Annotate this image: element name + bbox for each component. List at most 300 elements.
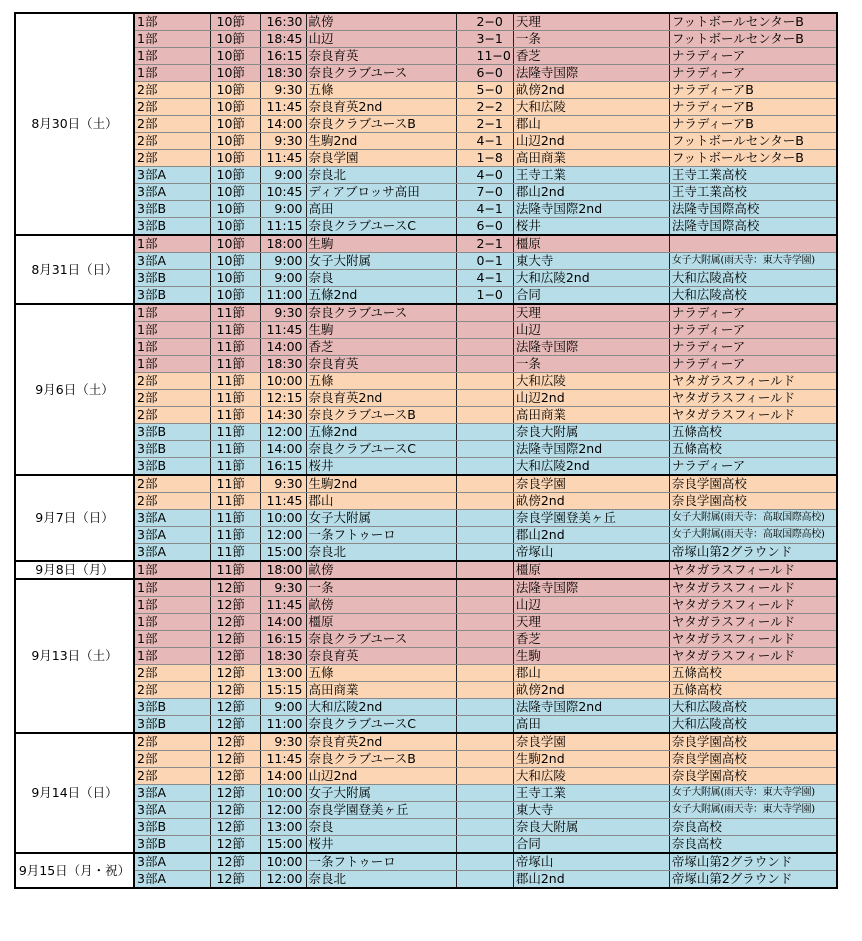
away-team-cell: 高田	[513, 716, 669, 734]
time-cell: 15:00	[260, 836, 306, 854]
division-cell: 2部	[134, 133, 210, 150]
away-team-cell: 帝塚山	[513, 853, 669, 871]
division-cell: 3部A	[134, 167, 210, 184]
time-cell: 12:00	[260, 802, 306, 819]
time-cell: 10:45	[260, 184, 306, 201]
section-cell: 10節	[210, 184, 260, 201]
away-team-cell: 高田商業	[513, 150, 669, 167]
section-cell: 12節	[210, 597, 260, 614]
away-team-cell: 合同	[513, 836, 669, 854]
away-team-cell: 郡山	[513, 665, 669, 682]
match-row	[15, 597, 837, 614]
score-cell	[456, 390, 513, 407]
away-team-cell: 一条	[513, 356, 669, 373]
match-row	[15, 458, 837, 476]
match-row	[15, 184, 837, 201]
division-cell: 3部B	[134, 699, 210, 716]
away-team-cell: 郡山2nd	[513, 184, 669, 201]
match-row	[15, 665, 837, 682]
division-cell: 2部	[134, 493, 210, 510]
schedule-body	[15, 13, 837, 888]
home-team-cell: 畝傍	[306, 561, 456, 579]
home-team-cell: 奈良育英	[306, 648, 456, 665]
home-team-cell: 生駒2nd	[306, 475, 456, 493]
venue-cell: 女子大附属(雨天寺：東大寺学園)	[669, 253, 837, 270]
venue-cell: ヤタガラスフィールド	[669, 614, 837, 631]
match-row	[15, 648, 837, 665]
section-cell: 11節	[210, 493, 260, 510]
section-cell: 12節	[210, 716, 260, 734]
score-cell	[456, 802, 513, 819]
match-date: 9月15日（月・祝）	[15, 853, 134, 888]
venue-cell: 帝塚山第2グラウンド	[669, 544, 837, 562]
venue-cell: 奈良学園高校	[669, 751, 837, 768]
section-cell: 11節	[210, 561, 260, 579]
home-team-cell: 高田商業	[306, 682, 456, 699]
match-row	[15, 339, 837, 356]
away-team-cell: 法隆寺国際2nd	[513, 201, 669, 218]
division-cell: 1部	[134, 631, 210, 648]
home-team-cell: 山辺2nd	[306, 768, 456, 785]
time-cell: 16:15	[260, 631, 306, 648]
home-team-cell: 女子大附属	[306, 510, 456, 527]
match-row	[15, 493, 837, 510]
division-cell: 2部	[134, 390, 210, 407]
section-cell: 10節	[210, 287, 260, 305]
venue-cell: フットボールセンターB	[669, 150, 837, 167]
division-cell: 1部	[134, 322, 210, 339]
home-team-cell: 郡山	[306, 493, 456, 510]
away-team-cell: 一条	[513, 31, 669, 48]
time-cell: 10:00	[260, 510, 306, 527]
venue-cell: ヤタガラスフィールド	[669, 390, 837, 407]
time-cell: 14:00	[260, 614, 306, 631]
score-cell: 3−1	[456, 31, 513, 48]
section-cell: 12節	[210, 579, 260, 597]
time-cell: 18:45	[260, 31, 306, 48]
home-team-cell: 生駒	[306, 235, 456, 253]
home-team-cell: 奈良育英2nd	[306, 733, 456, 751]
away-team-cell: 奈良大附属	[513, 424, 669, 441]
home-team-cell: 女子大附属	[306, 253, 456, 270]
away-team-cell: 奈良大附属	[513, 819, 669, 836]
match-row	[15, 836, 837, 854]
away-team-cell: 大和広陵	[513, 99, 669, 116]
away-team-cell: 高田商業	[513, 407, 669, 424]
time-cell: 10:00	[260, 785, 306, 802]
venue-cell: 大和広陵高校	[669, 270, 837, 287]
time-cell: 15:00	[260, 544, 306, 562]
match-row	[15, 527, 837, 544]
section-cell: 10節	[210, 99, 260, 116]
home-team-cell: 桜井	[306, 836, 456, 854]
division-cell: 3部B	[134, 287, 210, 305]
time-cell: 14:30	[260, 407, 306, 424]
section-cell: 11節	[210, 304, 260, 322]
time-cell: 11:45	[260, 322, 306, 339]
home-team-cell: 一条フトゥーロ	[306, 527, 456, 544]
section-cell: 11節	[210, 441, 260, 458]
match-date: 9月6日（土）	[15, 304, 134, 475]
home-team-cell: 奈良クラブユースB	[306, 116, 456, 133]
away-team-cell: 奈良学園	[513, 733, 669, 751]
score-cell	[456, 853, 513, 871]
score-cell	[456, 648, 513, 665]
score-cell	[456, 544, 513, 562]
match-row	[15, 287, 837, 305]
division-cell: 2部	[134, 665, 210, 682]
away-team-cell: 天理	[513, 13, 669, 31]
match-date: 8月30日（土）	[15, 13, 134, 235]
match-row	[15, 31, 837, 48]
section-cell: 11節	[210, 527, 260, 544]
away-team-cell: 生駒	[513, 648, 669, 665]
away-team-cell: 山辺2nd	[513, 133, 669, 150]
score-cell	[456, 561, 513, 579]
division-cell: 1部	[134, 648, 210, 665]
time-cell: 18:30	[260, 648, 306, 665]
score-cell: 7−0	[456, 184, 513, 201]
venue-cell: 大和広陵高校	[669, 287, 837, 305]
match-row	[15, 579, 837, 597]
time-cell: 14:00	[260, 116, 306, 133]
section-cell: 12節	[210, 733, 260, 751]
home-team-cell: 奈良クラブユース	[306, 304, 456, 322]
section-cell: 12節	[210, 631, 260, 648]
away-team-cell: 法隆寺国際2nd	[513, 441, 669, 458]
venue-cell: 奈良高校	[669, 836, 837, 854]
home-team-cell: 奈良クラブユースC	[306, 716, 456, 734]
match-row	[15, 475, 837, 493]
time-cell: 9:00	[260, 699, 306, 716]
time-cell: 18:00	[260, 561, 306, 579]
venue-cell: ヤタガラスフィールド	[669, 597, 837, 614]
score-cell	[456, 510, 513, 527]
home-team-cell: 奈良	[306, 270, 456, 287]
section-cell: 12節	[210, 785, 260, 802]
division-cell: 3部A	[134, 785, 210, 802]
score-cell: 4−1	[456, 201, 513, 218]
division-cell: 2部	[134, 116, 210, 133]
home-team-cell: 生駒2nd	[306, 133, 456, 150]
time-cell: 18:30	[260, 65, 306, 82]
time-cell: 9:30	[260, 579, 306, 597]
section-cell: 11節	[210, 510, 260, 527]
time-cell: 11:15	[260, 218, 306, 236]
match-row	[15, 253, 837, 270]
home-team-cell: 一条フトゥーロ	[306, 853, 456, 871]
home-team-cell: 五條	[306, 665, 456, 682]
division-cell: 3部A	[134, 871, 210, 889]
away-team-cell: 法隆寺国際	[513, 339, 669, 356]
division-cell: 2部	[134, 751, 210, 768]
home-team-cell: 奈良クラブユース	[306, 631, 456, 648]
away-team-cell: 山辺	[513, 322, 669, 339]
away-team-cell: 大和広陵2nd	[513, 458, 669, 476]
match-row	[15, 424, 837, 441]
venue-cell: ナラディーアB	[669, 116, 837, 133]
score-cell	[456, 407, 513, 424]
time-cell: 12:15	[260, 390, 306, 407]
section-cell: 11節	[210, 458, 260, 476]
division-cell: 1部	[134, 235, 210, 253]
section-cell: 10節	[210, 235, 260, 253]
division-cell: 1部	[134, 561, 210, 579]
score-cell	[456, 304, 513, 322]
time-cell: 11:45	[260, 493, 306, 510]
home-team-cell: 奈良クラブユースC	[306, 218, 456, 236]
venue-cell: 大和広陵高校	[669, 699, 837, 716]
away-team-cell: 大和広陵	[513, 768, 669, 785]
away-team-cell: 山辺2nd	[513, 390, 669, 407]
division-cell: 1部	[134, 339, 210, 356]
time-cell: 18:30	[260, 356, 306, 373]
venue-cell: 王寺工業高校	[669, 167, 837, 184]
score-cell	[456, 597, 513, 614]
section-cell: 12節	[210, 853, 260, 871]
division-cell: 1部	[134, 13, 210, 31]
match-row	[15, 150, 837, 167]
venue-cell: ヤタガラスフィールド	[669, 561, 837, 579]
match-row	[15, 699, 837, 716]
away-team-cell: 法隆寺国際2nd	[513, 699, 669, 716]
time-cell: 14:00	[260, 441, 306, 458]
division-cell: 2部	[134, 407, 210, 424]
match-date: 8月31日（日）	[15, 235, 134, 304]
section-cell: 12節	[210, 682, 260, 699]
division-cell: 3部B	[134, 441, 210, 458]
section-cell: 10節	[210, 167, 260, 184]
section-cell: 10節	[210, 116, 260, 133]
venue-cell: 五條高校	[669, 665, 837, 682]
venue-cell: フットボールセンターB	[669, 133, 837, 150]
time-cell: 18:00	[260, 235, 306, 253]
match-row	[15, 65, 837, 82]
venue-cell: ナラディーア	[669, 339, 837, 356]
section-cell: 10節	[210, 13, 260, 31]
score-cell	[456, 373, 513, 390]
division-cell: 1部	[134, 65, 210, 82]
home-team-cell: 五條2nd	[306, 287, 456, 305]
time-cell: 11:45	[260, 597, 306, 614]
score-cell	[456, 768, 513, 785]
venue-cell: 奈良学園高校	[669, 493, 837, 510]
venue-cell: 五條高校	[669, 682, 837, 699]
match-row	[15, 373, 837, 390]
home-team-cell: 橿原	[306, 614, 456, 631]
match-row	[15, 768, 837, 785]
venue-cell: ナラディーアB	[669, 82, 837, 99]
section-cell: 12節	[210, 699, 260, 716]
venue-cell: 女子大附属(雨天寺：東大寺学園)	[669, 785, 837, 802]
time-cell: 15:15	[260, 682, 306, 699]
match-row	[15, 48, 837, 65]
match-row	[15, 716, 837, 734]
score-cell: 2−0	[456, 13, 513, 31]
match-row	[15, 235, 837, 253]
venue-cell	[669, 235, 837, 253]
division-cell: 3部A	[134, 527, 210, 544]
match-date: 9月14日（日）	[15, 733, 134, 853]
away-team-cell: 法隆寺国際	[513, 579, 669, 597]
score-cell	[456, 614, 513, 631]
home-team-cell: 奈良クラブユースB	[306, 407, 456, 424]
time-cell: 11:45	[260, 751, 306, 768]
score-cell: 4−0	[456, 167, 513, 184]
section-cell: 10節	[210, 270, 260, 287]
division-cell: 2部	[134, 682, 210, 699]
division-cell: 3部A	[134, 253, 210, 270]
venue-cell: ヤタガラスフィールド	[669, 648, 837, 665]
section-cell: 11節	[210, 407, 260, 424]
venue-cell: ナラディーア	[669, 322, 837, 339]
division-cell: 2部	[134, 150, 210, 167]
match-row	[15, 322, 837, 339]
score-cell: 2−1	[456, 235, 513, 253]
home-team-cell: 奈良クラブユースB	[306, 751, 456, 768]
score-cell	[456, 836, 513, 854]
away-team-cell: 大和広陵2nd	[513, 270, 669, 287]
away-team-cell: 合同	[513, 287, 669, 305]
time-cell: 14:00	[260, 768, 306, 785]
division-cell: 1部	[134, 356, 210, 373]
away-team-cell: 香芝	[513, 48, 669, 65]
score-cell: 1−0	[456, 287, 513, 305]
away-team-cell: 天理	[513, 614, 669, 631]
home-team-cell: 生駒	[306, 322, 456, 339]
match-row	[15, 614, 837, 631]
venue-cell: 奈良高校	[669, 819, 837, 836]
time-cell: 9:00	[260, 253, 306, 270]
match-row	[15, 802, 837, 819]
match-row	[15, 631, 837, 648]
score-cell	[456, 424, 513, 441]
venue-cell: 帝塚山第2グラウンド	[669, 871, 837, 889]
schedule-table	[14, 12, 838, 889]
section-cell: 12節	[210, 768, 260, 785]
home-team-cell: 奈良クラブユースC	[306, 441, 456, 458]
score-cell	[456, 339, 513, 356]
time-cell: 12:00	[260, 871, 306, 889]
venue-cell: 五條高校	[669, 424, 837, 441]
away-team-cell: 山辺	[513, 597, 669, 614]
section-cell: 12節	[210, 665, 260, 682]
division-cell: 1部	[134, 597, 210, 614]
match-row	[15, 82, 837, 99]
venue-cell: ナラディーア	[669, 65, 837, 82]
score-cell	[456, 733, 513, 751]
section-cell: 11節	[210, 424, 260, 441]
match-row	[15, 682, 837, 699]
home-team-cell: 奈良育英2nd	[306, 390, 456, 407]
section-cell: 12節	[210, 751, 260, 768]
home-team-cell: 奈良	[306, 819, 456, 836]
away-team-cell: 香芝	[513, 631, 669, 648]
home-team-cell: 女子大附属	[306, 785, 456, 802]
home-team-cell: 奈良学園登美ヶ丘	[306, 802, 456, 819]
section-cell: 10節	[210, 150, 260, 167]
away-team-cell: 生駒2nd	[513, 751, 669, 768]
venue-cell: 法隆寺国際高校	[669, 201, 837, 218]
section-cell: 10節	[210, 133, 260, 150]
score-cell	[456, 665, 513, 682]
home-team-cell: ディアブロッサ高田	[306, 184, 456, 201]
score-cell	[456, 631, 513, 648]
home-team-cell: 山辺	[306, 31, 456, 48]
time-cell: 11:45	[260, 150, 306, 167]
home-team-cell: 奈良北	[306, 167, 456, 184]
home-team-cell: 高田	[306, 201, 456, 218]
away-team-cell: 王寺工業	[513, 167, 669, 184]
away-team-cell: 郡山	[513, 116, 669, 133]
match-row	[15, 218, 837, 236]
division-cell: 3部B	[134, 201, 210, 218]
venue-cell: 大和広陵高校	[669, 716, 837, 734]
score-cell: 11−0	[456, 48, 513, 65]
venue-cell: 女子大附属(雨天寺：東大寺学園)	[669, 802, 837, 819]
section-cell: 12節	[210, 614, 260, 631]
away-team-cell: 東大寺	[513, 253, 669, 270]
away-team-cell: 王寺工業	[513, 785, 669, 802]
score-cell	[456, 751, 513, 768]
home-team-cell: 奈良北	[306, 544, 456, 562]
match-row	[15, 871, 837, 889]
away-team-cell: 大和広陵	[513, 373, 669, 390]
match-row	[15, 116, 837, 133]
section-cell: 10節	[210, 31, 260, 48]
section-cell: 10節	[210, 65, 260, 82]
time-cell: 11:00	[260, 716, 306, 734]
away-team-cell: 奈良学園	[513, 475, 669, 493]
match-row	[15, 304, 837, 322]
division-cell: 3部A	[134, 802, 210, 819]
home-team-cell: 奈良育英	[306, 356, 456, 373]
time-cell: 10:00	[260, 373, 306, 390]
venue-cell: 王寺工業高校	[669, 184, 837, 201]
division-cell: 3部B	[134, 716, 210, 734]
section-cell: 10節	[210, 253, 260, 270]
venue-cell: 帝塚山第2グラウンド	[669, 853, 837, 871]
home-team-cell: 五條	[306, 82, 456, 99]
home-team-cell: 奈良育英2nd	[306, 99, 456, 116]
division-cell: 3部A	[134, 853, 210, 871]
division-cell: 3部B	[134, 836, 210, 854]
match-row	[15, 407, 837, 424]
section-cell: 11節	[210, 356, 260, 373]
score-cell	[456, 716, 513, 734]
home-team-cell: 桜井	[306, 458, 456, 476]
section-cell: 12節	[210, 802, 260, 819]
section-cell: 11節	[210, 390, 260, 407]
time-cell: 13:00	[260, 819, 306, 836]
score-cell	[456, 871, 513, 889]
match-row	[15, 133, 837, 150]
score-cell: 5−0	[456, 82, 513, 99]
section-cell: 10節	[210, 82, 260, 99]
time-cell: 9:00	[260, 167, 306, 184]
score-cell	[456, 579, 513, 597]
time-cell: 9:00	[260, 201, 306, 218]
division-cell: 3部A	[134, 184, 210, 201]
division-cell: 2部	[134, 768, 210, 785]
time-cell: 9:30	[260, 733, 306, 751]
time-cell: 12:00	[260, 424, 306, 441]
section-cell: 12節	[210, 819, 260, 836]
venue-cell: ナラディーア	[669, 356, 837, 373]
score-cell	[456, 458, 513, 476]
home-team-cell: 奈良育英	[306, 48, 456, 65]
venue-cell: 法隆寺国際高校	[669, 218, 837, 236]
